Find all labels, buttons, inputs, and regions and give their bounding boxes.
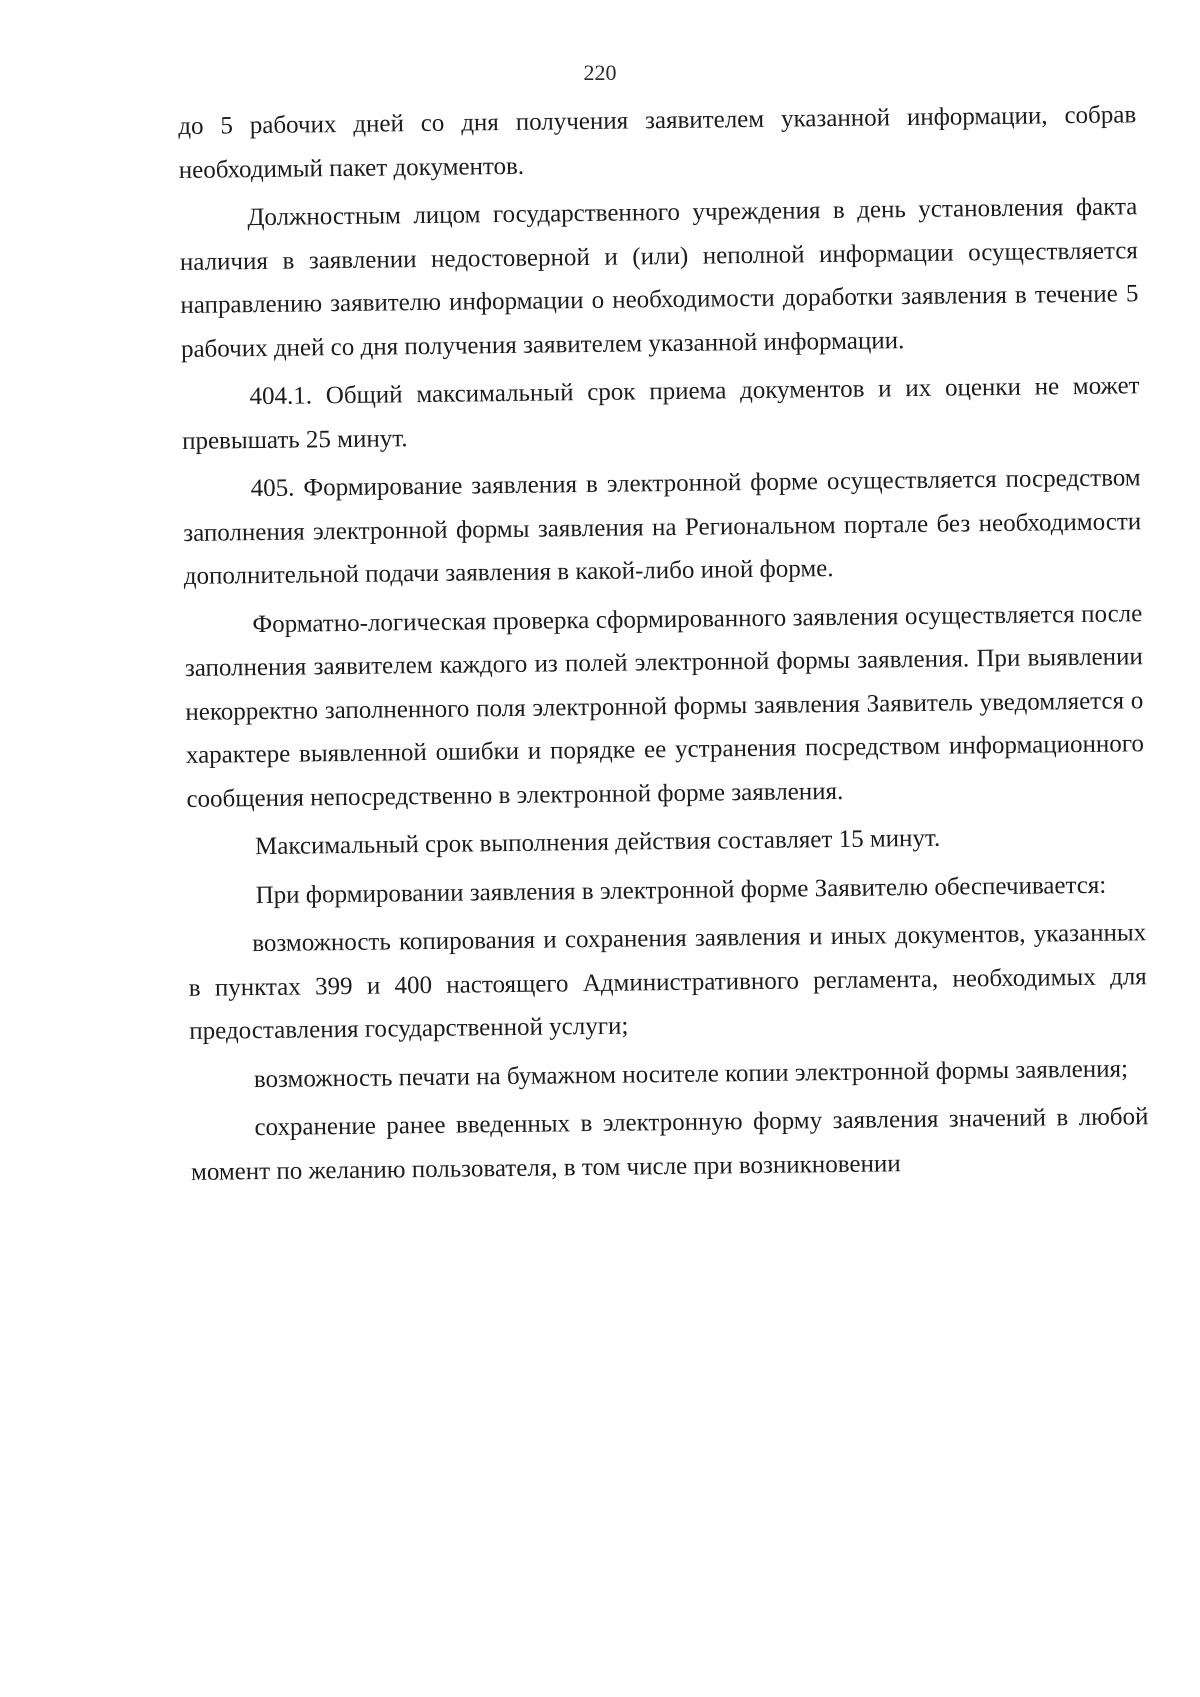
paragraph-official-notice: Должностным лицом государственного учреждения в день установления факта наличия в заявлении недостоверной и (или) неполной информации осуществляется направлению заявителю информации о необходимости доработки заявления в течение 5 рабочих дней со дня получения заявителем указанной информации.: [179, 193, 1139, 363]
list-item-save-values: сохранение ранее введенных в электронную форму заявления значений в любой момент по желанию пользователя, в том числе при возникновении: [190, 1103, 1149, 1186]
paragraph-max-time: Максимальный срок выполнения действия составляет 15 минут.: [254, 824, 941, 861]
list-item-print: возможность печати на бумажном носителе копии электронной формы заявления;: [253, 1054, 1129, 1093]
page-number: 220: [583, 60, 617, 85]
paragraph-405: 405. Формирование заявления в электронной форме осуществляется посредством заполнения электронной формы заявления на Региональном портале без необходимости дополнительной подачи заявления в какой-либо иной форме.: [183, 464, 1142, 590]
paragraph-provided: При формировании заявления в электронной форме Заявителю обеспечивается:: [255, 871, 1107, 909]
paragraph-continuation: до 5 рабочих дней со дня получения заявителем указанной информации, собрав необходимый пакет документов.: [178, 101, 1137, 184]
paragraph-format-check: Форматно-логическая проверка сформированного заявления осуществляется после заполнения заявителем каждого из полей электронной формы заявления. При выявлении некорректно заполненного поля электронной формы заявления Заявитель уведомляется о характере выявленной ошибки и порядке ее устранения посредством информационного сообщения непосредственно в электронной форме заявления.: [184, 599, 1145, 813]
document-body: [178, 93, 1149, 1194]
paragraph-404-1: 404.1. Общий максимальный срок приема документов и их оценки не может превышать 25 минут.: [181, 372, 1140, 455]
list-item-copy-save: возможность копирования и сохранения заявления и иных документов, указанных в пунктах 399 и 400 настоящего Административного регламента, необходимых для предоставления государственной услуги;: [188, 919, 1147, 1045]
